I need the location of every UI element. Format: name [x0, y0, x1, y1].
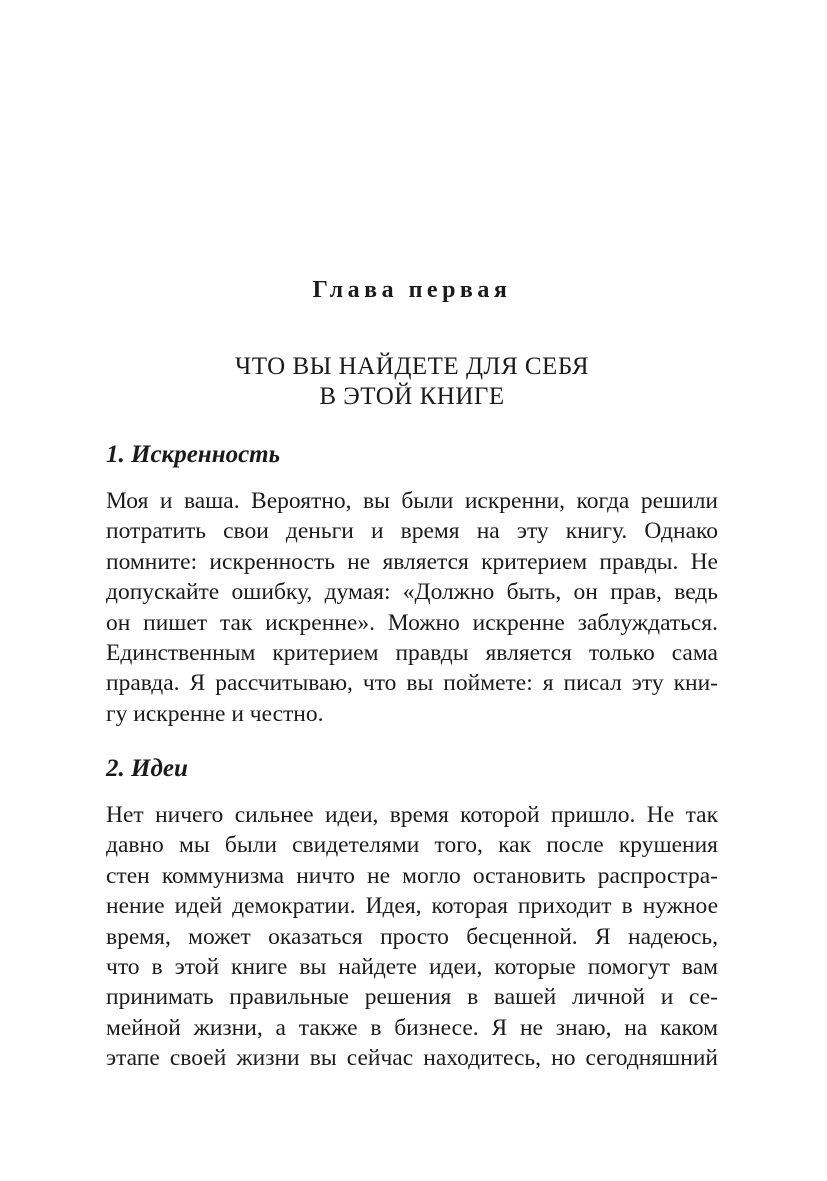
text-line: он пишет так искренне». Можно искренне заблуждаться.	[106, 609, 718, 636]
section-paragraph	[106, 486, 718, 729]
text-line: принимать правильные решения в вашей личной и се-	[106, 984, 718, 1011]
chapter-title	[106, 352, 718, 412]
section-heading: 2. Идеи	[106, 755, 188, 782]
text-line: гу искренне и честно.	[106, 700, 324, 727]
text-line: помните: искренность не является критерием правды. Не	[106, 548, 718, 575]
text-line: что в этой книге вы найдете идеи, которые помогут вам	[106, 954, 718, 981]
text-line: мейной жизни, а также в бизнесе. Я не знаю, на каком	[106, 1014, 718, 1041]
text-line: нение идей демократии. Идея, которая приходит в нужное	[106, 893, 718, 920]
text-line: Моя и ваша. Вероятно, вы были искренни, когда решили	[106, 488, 718, 514]
text-line: давно мы были свидетелями того, как после крушения	[106, 832, 718, 859]
text-line: Единственным критерием правды является только сама	[106, 640, 718, 667]
section-heading: 1. Искренность	[106, 441, 281, 468]
chapter-title-line: ЧТО ВЫ НАЙДЕТЕ ДЛЯ СЕБЯ	[234, 353, 590, 380]
text-line: время, может оказаться просто бесценной. Я надеюсь,	[106, 923, 718, 950]
text-line: допускайте ошибку, думая: «Должно быть, он прав, ведь	[106, 579, 718, 606]
chapter-title-line: В ЭТОЙ КНИГЕ	[319, 383, 505, 410]
text-line: правда. Я рассчитываю, что вы поймете: я писал эту кни-	[106, 670, 718, 697]
chapter-label: Глава первая	[312, 277, 512, 303]
text-line: стен коммунизма ничто не могло остановить распростра-	[106, 862, 718, 889]
text-line: Нет ничего сильнее идеи, время которой пришло. Не так	[106, 802, 718, 828]
text-line: этапе своей жизни вы сейчас находитесь, но сегодняшний	[106, 1045, 718, 1072]
section-paragraph	[106, 800, 718, 1074]
text-line: потратить свои деньги и время на эту книгу. Однако	[106, 518, 718, 545]
